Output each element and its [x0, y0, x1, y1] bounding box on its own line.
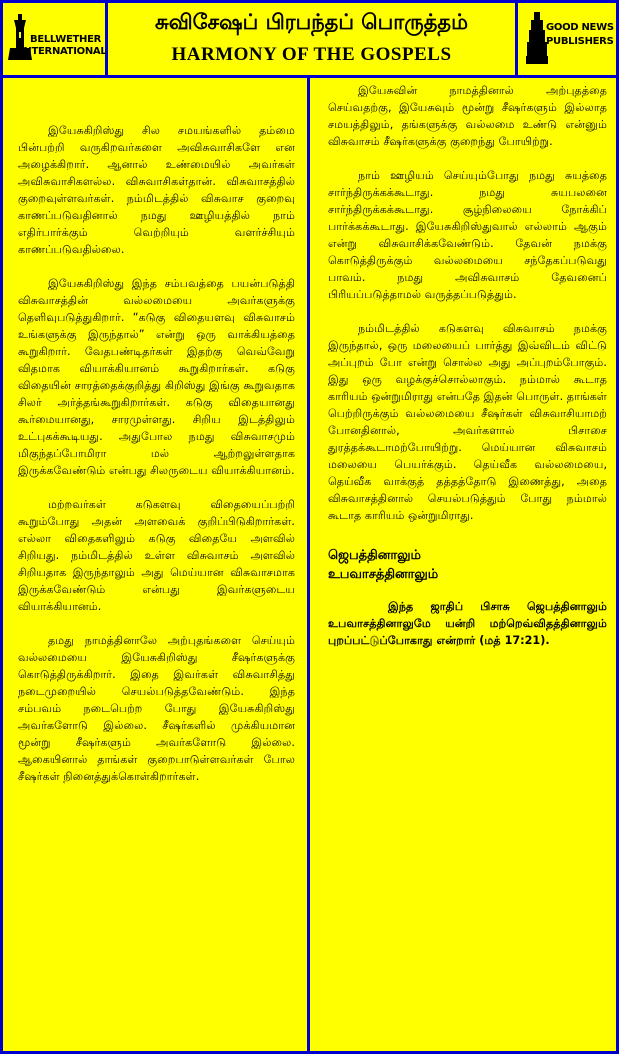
right-paragraph-2: நாம் ஊழியம் செய்யும்போது நமது சுயத்தை சார்ந்திருக்கக்கூடாது. நமது சுயபலனை சார்ந்திருக்கக்கூடாது. சூழ்நிலையை நோக்கிப் பார்க்கக்கூடாது. இயேசுகிறிஸ்துவால் எல்லாம் ஆகும் என்று விசுவாசிக்கவேண்டும். தேவன் நமக்கு கொடுத்திருக்கும் வல்லமையை சந்தேகப்படுவது பாவம். நமது அவிசுவாசம் தேவனைப் பிரியப்படுத்தாமல் வருத்தப்படுத்தும். [328, 169, 607, 301]
right-logo-line2: PUBLISHERS [546, 36, 614, 47]
left-paragraph-1: இயேசுகிறிஸ்து சில சமயங்களில் தம்மை பின்பற்றி வருகிறவர்களை அவிசுவாசிகளே என அழைக்கிறார். ஆனால் உண்மையில் அவர்கள் அவிசுவாசிகளல்ல. விசுவாசிகள்தான். விசுவாசத்தில் குறைவுள்ளவர்கள். நம்மிடத்தில் விசுவாச குறைவு காணப்படுவதினால் நமது ஊழியத்தில் நாம் எதிர்பார்க்கும் வெற்றியும் வளர்ச்சியும் காணப்படுவதில்லை. [18, 124, 295, 256]
right-paragraph-3: நம்மிடத்தில் கடுகளவு விசுவாசம் நமக்கு இருந்தால், ஒரு மலையைப் பார்த்து இவ்விடம் விட்டு அப்புறம் போ என்று சொல்ல அது அப்புறம்போகும். இது ஒரு வழக்குச்சொல்லாகும். நம்மால் கூடாத காரியம் ஒன்றுமிராது என்பதே இதன் பொருள். தாங்கள் பெற்றிருக்கும் வல்லமையை சீஷர்கள் விசுவாசியாமற் போனதினால், அவர்களால் பிசாசை துரத்தக்கூடாமற்போயிற்று. மெய்யான விசுவாசம் மலையை பெயர்க்கும். தெய்வீக வல்லமையை, தெய்வீக வாக்குத் தத்தத்தோடு இணைத்து, அதை விசுவாசத்தினால் செயல்படுத்தும் போது நம்மால் கூடாத காரியம் ஒன்றுமிராது. [328, 322, 607, 522]
subheading [328, 546, 607, 584]
bellwether-logo [0, 0, 108, 78]
subheading-line1: ஜெபத்தினாலும் [328, 548, 422, 563]
left-paragraph-2: இயேசுகிறிஸ்து இந்த சம்பவத்தை பயன்படுத்தி விசுவாசத்தின் வல்லமையை அவர்களுக்கு தெளிவுபடுத்துகிறார். “கடுகு விதையளவு விசுவாசம் உங்களுக்கு இருந்தால்” என்று ஒரு வாக்கியத்தை கூறுகிறார். வேதபண்டிதர்கள் இதற்கு வெவ்வேறு விதமாக வியாக்கியானம் கூறுகிறார்கள். கடுகு விதையின் சாரத்தைக்குறித்து கிறிஸ்து இங்கு கூறுவதாக சிலர் அர்த்தங்கூறுகிறார்கள். கடுகு விதையானது கூர்மையானது, சாரமுள்ளது. சிறிய இடத்திலும் உட்புகக்கூடியது. அதுபோல நமது விசுவாசமும் மிகுந்தப்போமிரா மல் ஆற்றலுள்ளதாக இருக்கவேண்டும் என்பது சிலருடைய வியாக்கியானம். [18, 277, 295, 477]
right-logo-line1: GOOD NEWS [546, 22, 614, 33]
title-english: HARMONY OF THE GOSPELS [171, 44, 452, 65]
title-tamil: சுவிசேஷப் பிரபந்தப் பொருத்தம் [155, 10, 468, 34]
right-paragraph-1: இயேசுவின் நாமத்தினால் அற்புதத்தை செய்வதற்கு, இயேசுவும் மூன்று சீஷர்களும் இல்லாத சமயத்திலும், தங்களுக்கு வல்லமை உண்டு என்னும் விசுவாசம் சீஷர்களுக்கு குறைந்து போயிற்று. [328, 84, 607, 148]
scripture-quote: இந்த ஜாதிப் பிசாசு ஜெபத்தினாலும் உபவாசத்தினாலுமே யன்றி மற்றெவ்விதத்தினாலும் புறப்பட்டுப்போகாது என்றார் (மத் 17:21). [328, 600, 607, 647]
left-logo-line2: INTERNATIONAL [20, 46, 107, 57]
title-block [108, 0, 515, 75]
right-column [310, 78, 619, 1051]
good-news-logo [515, 0, 619, 78]
book-stack-icon [526, 12, 548, 64]
left-logo-line1: BELLWETHER [30, 34, 102, 45]
left-column [0, 78, 310, 1051]
page-header [0, 0, 619, 78]
subheading-line2: உபவாசத்தினாலும் [328, 567, 439, 582]
left-paragraph-3: மற்றவர்கள் கடுகளவு விதையைப்பற்றி கூறும்போது அதன் அளவைக் குறிப்பிடுகிறார்கள். எல்லா விதைகளிலும் கடுகு விதையே அளவில் சிறியது. நம்மிடத்தில் உள்ள விசுவாசம் அளவில் சிறியதாக இருந்தாலும் அது மெய்யான விசுவாசமாக இருக்கவேண்டும் என்பது இவர்களுடைய வியாக்கியானம். [18, 498, 295, 613]
left-paragraph-4: தமது நாமத்தினாலே அற்புதங்களை செய்யும் வல்லமையை இயேசுகிறிஸ்து சீஷர்களுக்கு கொடுத்திருக்கிறார். இதை இவர்கள் விசுவாசித்து நடைமுறையில் செயல்படுத்தவேண்டும். இந்த சம்பவம் நடைபெற்ற போது இயேசுகிறிஸ்து அவர்களோடு இல்லை. சீஷர்களில் முக்கியமான மூன்று சீஷர்களும் அவர்களோடு இல்லை. ஆகையினால் தாங்கள் குறைபாடுள்ளவர்கள் போல சீஷர்கள் நினைத்துக்கொள்கிறார்கள். [18, 634, 295, 783]
